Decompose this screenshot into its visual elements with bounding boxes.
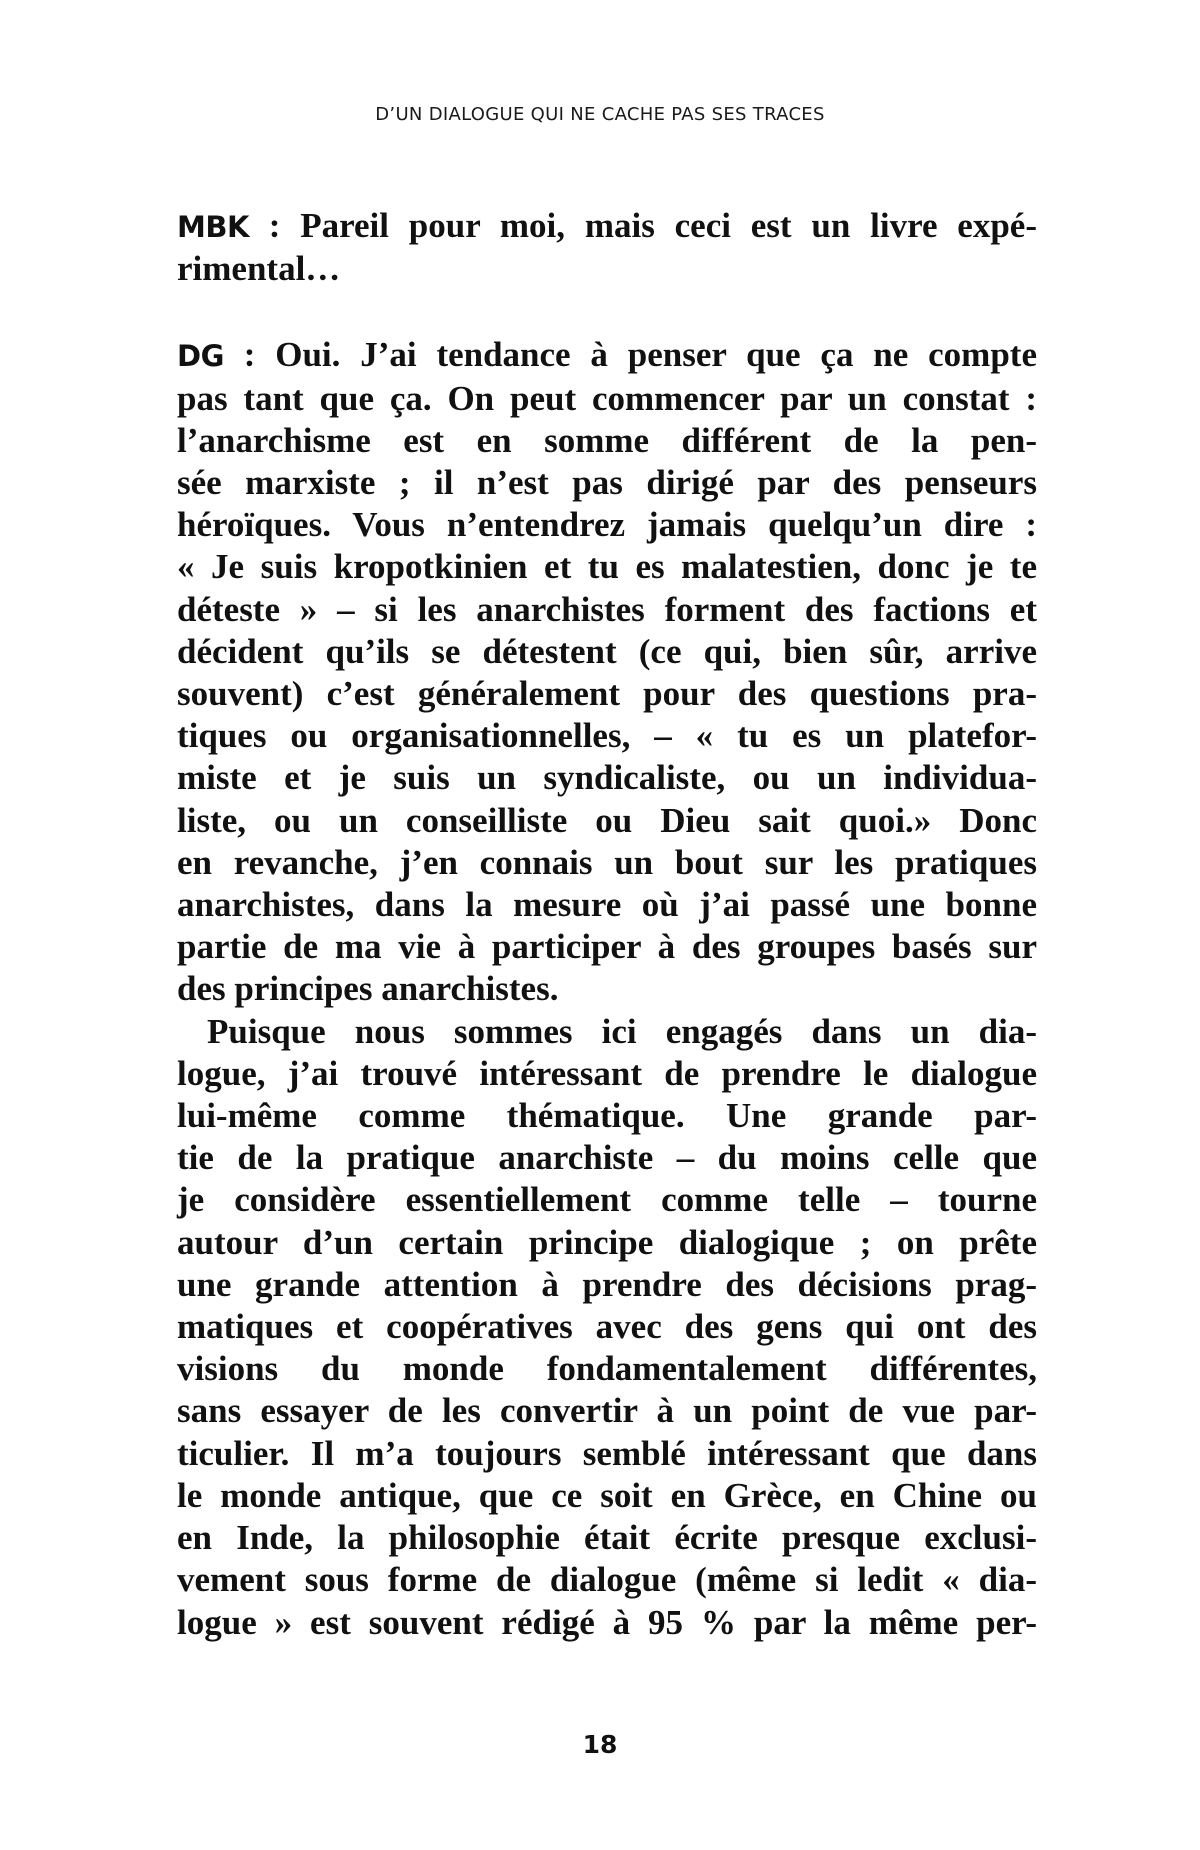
text-line: je considère essentiellement comme telle – tourne — [177, 1180, 1037, 1220]
text-line: logue » est souvent rédigé à 95 % par la même per- — [177, 1602, 1037, 1642]
text-line — [177, 205, 1037, 248]
body-text — [177, 205, 1037, 1644]
text-line: l’anarchisme est en somme différent de la pen- — [177, 420, 1037, 460]
page-number: 18 — [582, 1730, 618, 1759]
text-line: vement sous forme de dialogue (même si ledit « dia- — [177, 1560, 1037, 1600]
line-text: : Pareil pour moi, mais ceci est un livre expé- — [248, 206, 1037, 245]
text-line: ticulier. Il m’a toujours semblé intéressant que dans — [177, 1433, 1037, 1473]
dialogue-paragraph-dg — [177, 334, 1037, 1010]
text-line: des principes anarchistes. — [177, 969, 559, 1009]
text-line: sans essayer de les convertir à un point de vue par- — [177, 1391, 1037, 1431]
text-line: décident qu’ils se détestent (ce qui, bien sûr, arrive — [177, 631, 1037, 671]
text-line: pas tant que ça. On peut commencer par un constat : — [177, 378, 1037, 418]
text-line: anarchistes, dans la mesure où j’ai passé une bonne — [177, 885, 1037, 925]
text-line: miste et je suis un syndicaliste, ou un individua- — [177, 758, 1037, 798]
text-line: en Inde, la philosophie était écrite presque exclusi- — [177, 1518, 1037, 1558]
text-line: matiques et coopératives avec des gens qui ont des — [177, 1307, 1037, 1347]
text-line: liste, ou un conseilliste ou Dieu sait quoi.» Donc — [177, 800, 1037, 840]
dialogue-paragraph-mbk — [177, 205, 1037, 290]
text-line: héroïques. Vous n’entendrez jamais quelqu’un dire : — [177, 505, 1037, 545]
line-text: : Oui. J’ai tendance à penser que ça ne compte — [223, 335, 1037, 375]
text-line: Puisque nous sommes ici engagés dans un dia- — [207, 1011, 1037, 1051]
text-line: tiques ou organisationnelles, – « tu es un platefor- — [177, 716, 1037, 756]
text-line: déteste » – si les anarchistes forment des factions et — [177, 589, 1037, 629]
text-line: souvent) c’est généralement pour des questions pra- — [177, 674, 1037, 714]
text-line: tie de la pratique anarchiste – du moins celle que — [177, 1138, 1037, 1178]
text-line: visions du monde fondamentalement différentes, — [177, 1349, 1037, 1389]
text-line: autour d’un certain principe dialogique ; on prête — [177, 1222, 1037, 1262]
text-line: partie de ma vie à participer à des groupes basés sur — [177, 927, 1037, 967]
text-line: sée marxiste ; il n’est pas dirigé par des penseurs — [177, 463, 1037, 503]
text-line: « Je suis kropotkinien et tu es malatestien, donc je te — [177, 547, 1037, 587]
text-line: lui-même comme thématique. Une grande par- — [177, 1096, 1037, 1136]
running-head: D’UN DIALOGUE QUI NE CACHE PAS SES TRACES — [375, 104, 825, 125]
text-line: le monde antique, que ce soit en Grèce, en Chine ou — [177, 1475, 1037, 1515]
paragraph-gap — [177, 290, 1037, 334]
speaker-label-mbk: MBK — [177, 210, 249, 244]
speaker-label-dg: DG — [177, 339, 224, 374]
text-line: rimental… — [177, 249, 341, 289]
text-line: en revanche, j’en connais un bout sur les pratiques — [177, 842, 1037, 882]
body-paragraph — [177, 1011, 1037, 1644]
text-line: une grande attention à prendre des décisions prag- — [177, 1264, 1037, 1304]
text-line — [177, 334, 1037, 377]
text-line: logue, j’ai trouvé intéressant de prendre le dialogue — [177, 1053, 1037, 1093]
